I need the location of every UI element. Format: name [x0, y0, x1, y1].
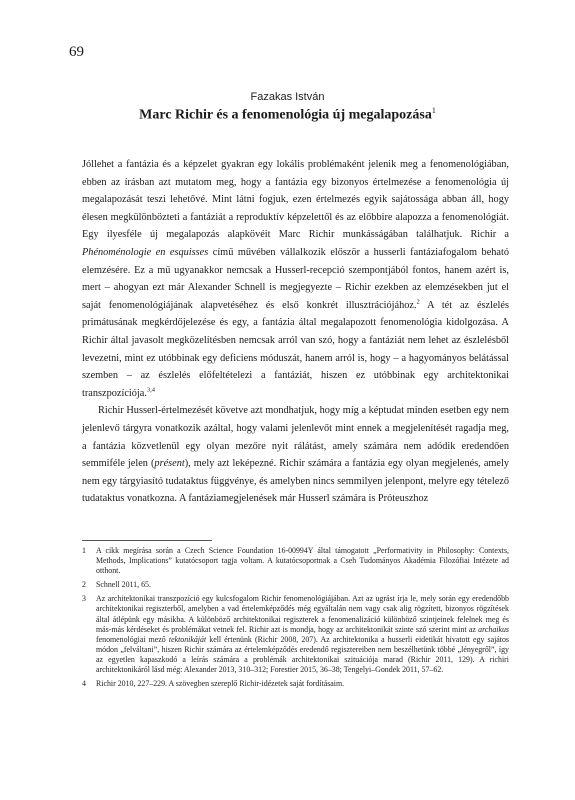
text-run: Richir Husserl-értelmezését követve azt mondhatjuk, hogy míg a képtudat minden esetben egy nem jelenlevő tárgyra vonatkozik azáltal, hogy valami jelenlevőt mint ennek a megjelenítését ragadja meg, a fantázia közvetlenül egy olyan mezőre nyit rálátást, amely számára nem adódik eredendően semmiféle jelen (	[82, 405, 509, 470]
footnote-separator	[82, 540, 212, 541]
footnote-2	[82, 580, 509, 590]
footnotes	[82, 546, 509, 693]
page-number: 69	[69, 44, 84, 60]
footnote-marker-2[interactable]: 2	[416, 298, 420, 306]
footnote-text	[96, 594, 509, 675]
footnote-4	[82, 679, 509, 689]
text-run: A tét az észlelés primátusának megkérdőjelezése és egy, a fantázia által megalapozott fenomenológia kidolgozása. A Richir által javasolt megközelítésben nemcsak arról van szó, hogy a fantáziát nem lehet az észlelésből levezetni, mint ez utóbbinak egy deficiens móduszát, hanem arról is, hogy – a hagyományos belátással szemben – az észlelés előfeltételezi a fantáziát, hiszen ez utóbbinak egy architektonikai transzpozíciója.	[82, 299, 509, 399]
footnote-1	[82, 546, 509, 576]
text-run: című művében vállalkozik először a husserli fantáziafogalom beható elemzésére. Ez a mű ugyanakkor nemcsak a Husserl-recepció szempontjából fontos, hanem azért is, mert – ahogyan ezt már Alexander Schnell is megjegyezte – Richir ezekben az elemzésekben jut el saját fenomenológiájának alapvetéséhez és első konkrét illusztrációjához.	[82, 246, 509, 311]
text-run: ), mely azt leképezné. Richir számára a fantázia egy olyan megjelenés, amely nem egy tárgyiasító tudataktus függvénye, és amelyben nincs semmilyen jelenpont, melyre egy tételező tudataktus vonatkozna. A fantáziamegjelenések már Husserl számára is Próteuszhoz	[82, 458, 510, 505]
text-run: A cikk megírása során a Czech Science Foundation 16-00994Y által támogatott „Performativity in Philosophy: Contexts, Methods, Implications” kutatócsoport tagja voltam. A kutatócsoportnak a Cseh Tudományos Akadémia Filozófiai Intézete ad otthont.	[96, 546, 509, 576]
italic-term: présent	[154, 458, 185, 470]
italic-term: archaikus	[478, 624, 509, 634]
paragraph-2	[82, 402, 509, 508]
footnote-number: 1	[82, 546, 86, 555]
text-run: Jóllehet a fantázia és a képzelet gyakran egy lokális problémaként jelenik meg a fenomenológiában, ebben az írásban azt mutatom meg, hogy a fantázia egy bizonyos értelmezése a fenomenológia új megalapozását teszi lehetővé. Mint látni fogjuk, ezen értelmezés egyik sajátossága abban áll, hogy élesen megkülönbözteti a fantáziát a reproduktív képzelettől és az előbbire alapozza a fenomenológiát. Egy ilyesféle új megalapozás alapkövéit Marc Richir munkásságában találhatjuk. Richir a	[82, 159, 509, 241]
footnote-text	[96, 679, 509, 689]
text-run: Schnell 2011, 65.	[96, 580, 151, 590]
text-run: Richir 2010, 227–229. A szövegben szereplő Richir-idézetek saját fordításaim.	[96, 679, 345, 689]
italic-book-title: Phénoménologie en esquisses	[82, 246, 209, 258]
footnote-number: 3	[82, 594, 86, 604]
italic-term: tektonikáját	[168, 634, 207, 644]
paragraph-1	[82, 156, 509, 402]
footnote-number: 2	[82, 580, 86, 590]
article-title	[60, 106, 515, 124]
text-run: fenomenológiai mező	[96, 634, 169, 644]
footnote-number: 4	[82, 679, 86, 689]
text-run: kell értenünk (Richir 2008, 207). Az architektonika a husserli eidetikát hivatott egy sajátos módon „felváltani”, hiszen Richir számára az értelemképződés eredendő regisztereiben nem beszélhetünk többé „lényegről”, így az egyetlen kapaszkodó a leírás számára a problémák architektonikai szituációja marad (Richir 2011, 129). A richiri architektonikáról lásd még: Alexander 2013, 310–312; Forestier 2015, 36–38; Tengelyi–Gondek 2011, 57–62.	[96, 634, 509, 675]
author-name: Fazakas István	[250, 91, 325, 103]
footnote-3	[82, 594, 509, 675]
article-title-text: Marc Richir és a fenomenológia új megalapozása	[139, 107, 432, 123]
footnote-marker-3-4[interactable]: 3,4	[146, 386, 156, 394]
text-run: Az architektonikai transzpozíció egy kulcsfogalom Richir fenomenológiájában. Azt az ugrást írja le, mely során egy eredendőbb architektonikai regiszterből, amelyben a vad értelemképződés még egyáltalán nem vagy csak alig rögzített, bizonyos rögzítések által átlépünk egy másikba. A különböző architektonikai regiszterek a fenomenalizáció különböző szintjeinek felelnek meg és más-más kérdéseket és problémákat vetnek fel. Richir azt is mondja, hogy az architektonikát szinte szó szerint mint az	[96, 594, 509, 634]
footnote-text	[96, 580, 509, 590]
body-text	[82, 156, 509, 508]
footnote-text	[96, 546, 509, 576]
title-footnote-marker[interactable]: 1	[431, 106, 436, 115]
